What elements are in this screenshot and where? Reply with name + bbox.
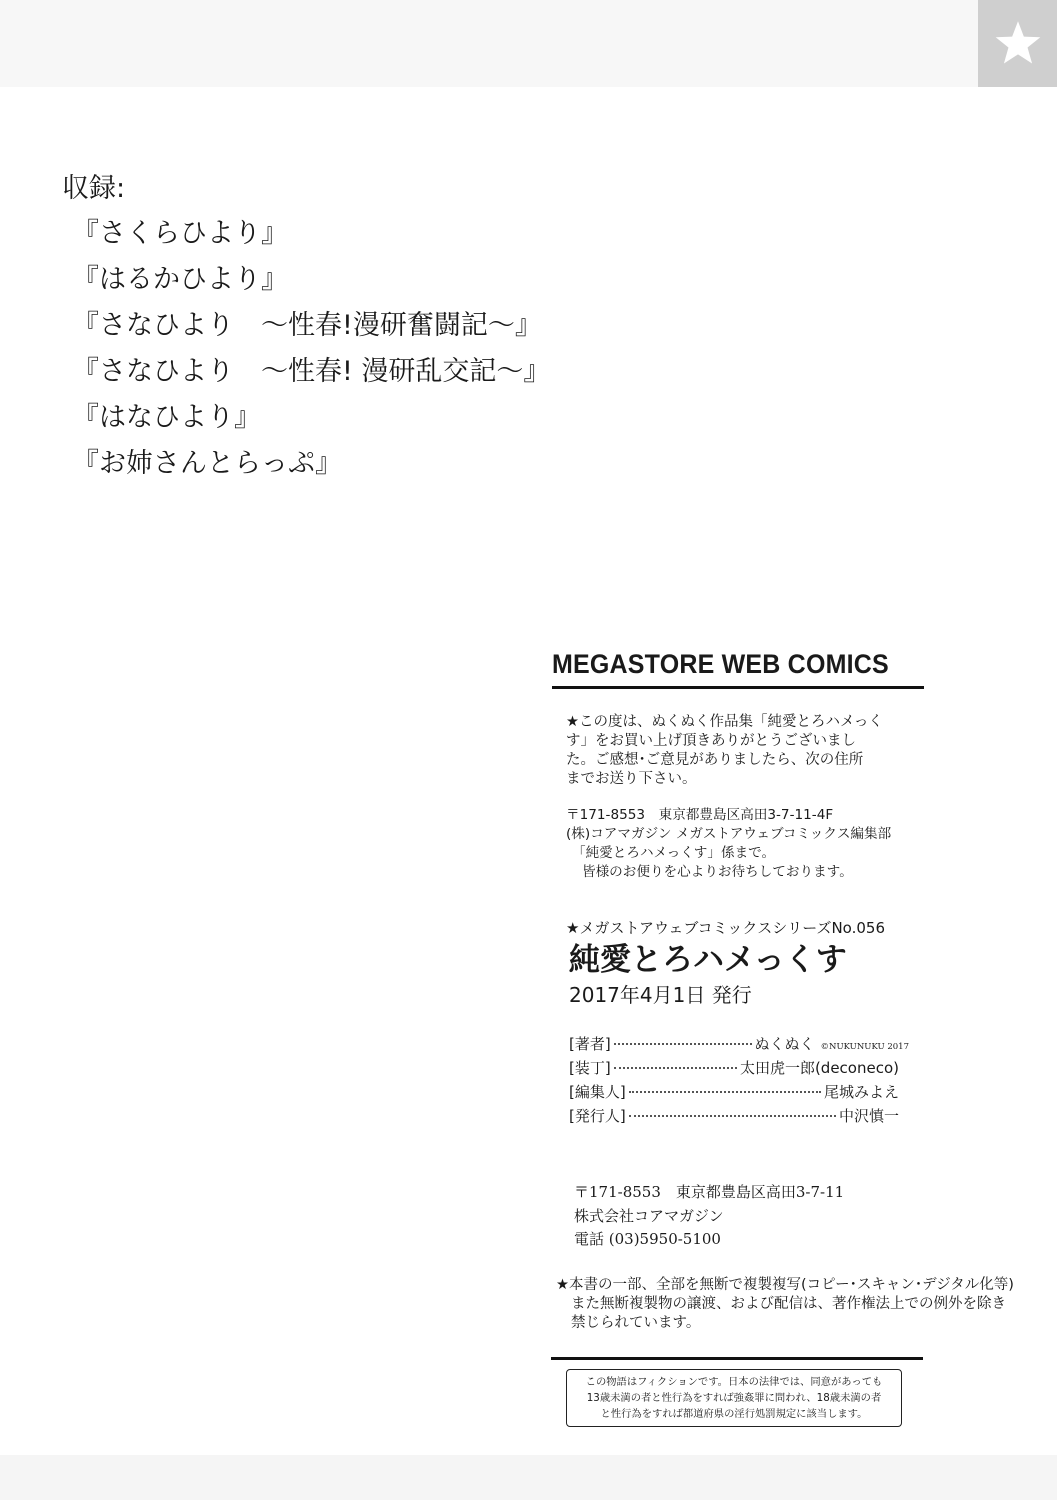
publisher-line: 株式会社コアマガジン [574,1206,724,1225]
disclaimer-line: 13歳未満の者と性行為をすれば強姦罪に問われ、18歳未満の者 [586,1392,882,1404]
leader-dots [629,1091,821,1093]
credit-role: [装丁] [569,1059,611,1077]
issue-date: 2017年4月1日 発行 [569,983,752,1007]
leader-dots [614,1067,737,1069]
divider [552,686,924,689]
contents-item: 『お姉さんとらっぷ』 [72,448,342,479]
copyright-warning [556,1276,1014,1333]
credit-role: [著者] [569,1035,611,1053]
contents-item: 『はるかひより』 [72,264,288,295]
address-line: 〒171-8553 東京都豊島区高田3-7-11-4F [566,807,834,823]
credit-name: 中沢慎一 [838,1107,899,1125]
credit-row [569,1081,909,1105]
credits-list [569,1033,909,1129]
thanks-line: までお送り下さい。 [566,771,697,787]
credit-row [569,1105,909,1129]
publisher-line: 〒171-8553 東京都豊島区高田3-7-11 [574,1183,845,1201]
top-band [0,0,1057,87]
thanks-line: す」をお買い上げ頂きありがとうございまし [566,733,856,749]
fiction-disclaimer [566,1369,902,1427]
contents-section [62,170,550,491]
credit-name: 尾城みよえ [823,1083,899,1101]
contents-heading: 収録: [62,173,126,204]
address-line: 皆様のお便りを心よりお待ちしております。 [582,864,853,880]
mail-address [566,806,891,882]
warning-line: 禁じられています。 [571,1315,701,1331]
contents-item: 『さなひより ～性春!漫研奮闘記～』 [72,310,542,341]
credit-role: [編集人] [569,1083,626,1101]
series-number: ★メガストアウェブコミックスシリーズNo.056 [566,919,885,937]
thanks-line: ★この度は、ぬくぬく作品集「純愛とろハメっく [566,714,883,730]
colophon-header [552,646,924,689]
credit-row [569,1057,909,1081]
credit-name: ぬくぬく [754,1035,815,1053]
warning-line: また無断複製物の譲渡、および配信は、著作権法上での例外を除き [571,1296,1006,1312]
credit-role: [発行人] [569,1107,626,1125]
divider [551,1357,923,1360]
star-badge [978,0,1057,87]
warning-line: ★本書の一部、全部を無断で複製複写(コピー･スキャン･デジタル化等) [556,1277,1014,1293]
address-line: 「純愛とろハメっくす」係まで。 [572,845,776,861]
bottom-band [0,1455,1057,1500]
disclaimer-line: と性行為をすれば都道府県の淫行処罰規定に該当します。 [600,1408,868,1420]
publisher-info [574,1181,844,1252]
contents-item: 『さなひより ～性春! 漫研乱交記～』 [72,356,551,387]
credit-name: 太田虎一郎(deconeco) [739,1059,899,1077]
contents-list [62,215,550,491]
copyright-notice: ©NUKUNUKU 2017 [820,1042,909,1052]
thanks-message [566,713,883,789]
address-line: (株)コアマガジン メガストアウェブコミックス編集部 [566,826,892,842]
contents-item: 『はなひより』 [72,402,261,433]
credit-row [569,1033,909,1057]
publisher-line: 電話 (03)5950-5100 [574,1230,721,1248]
contents-item: 『さくらひより』 [72,218,288,249]
leader-dots [614,1043,752,1045]
thanks-line: た。ご感想･ご意見がありましたら、次の住所 [566,752,864,768]
star-icon [992,18,1044,70]
book-title: 純愛とろハメっくす [569,942,847,978]
leader-dots [629,1115,836,1117]
label-title: MEGASTORE WEB COMICS [552,649,889,680]
disclaimer-line: この物語はフィクションです。日本の法律では、同意があっても [585,1376,883,1388]
